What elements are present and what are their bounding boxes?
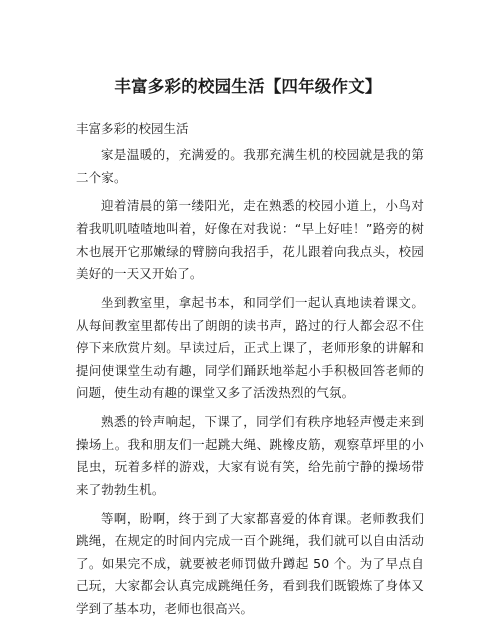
article-body [76, 144, 424, 627]
paragraph-4: 熟悉的铃声响起，下课了，同学们有秩序地轻声慢走来到操场上。我和朋友们一起跳大绳、跳橡皮筋，观察草坪里的小昆虫，玩着多样的游戏，大家有说有笑，给先前宁静的操场带来了勃勃生机。 [76, 414, 424, 497]
page-title: 丰富多彩的校园生活【四年级作文】 [114, 77, 382, 96]
article-subtitle: 丰富多彩的校园生活 [76, 121, 189, 136]
paragraph-3: 坐到教室里，拿起书本，和同学们一起认真地读着课文。从每间教室里都传出了朗朗的读书声，路过的行人都会忍不住停下来欣赏片刻。早读过后，正式上课了，老师形象的讲解和提问使课堂生动有趣，同学们踊跃地举起小手积极回答老师的问题，使生动有趣的课堂又多了活泼热烈的气氛。 [76, 294, 424, 401]
paragraph-2: 迎着清晨的第一缕阳光，走在熟悉的校园小道上，小鸟对着我叽叽喳喳地叫着，好像在对我说：“早上好哇！”路旁的树木也展开它那嫩绿的臂膀向我招手，花儿跟着向我点头，校园美好的一天又开始了。 [76, 198, 424, 282]
paragraph-5: 等啊，盼啊，终于到了大家都喜爱的体育课。老师教我们跳绳，在规定的时间内完成一百个跳绳，我们就可以自由活动了。如果完不成，就要被老师罚做升蹲起 50 个。为了早点自己玩，大家都会认真完成跳绳任务，看到我们既锻炼了身体又学到了基本功，老师也很高兴。 [76, 510, 424, 617]
paragraph-1: 家是温暖的，充满爱的。我那充满生机的校园就是我的第二个家。 [76, 147, 424, 185]
